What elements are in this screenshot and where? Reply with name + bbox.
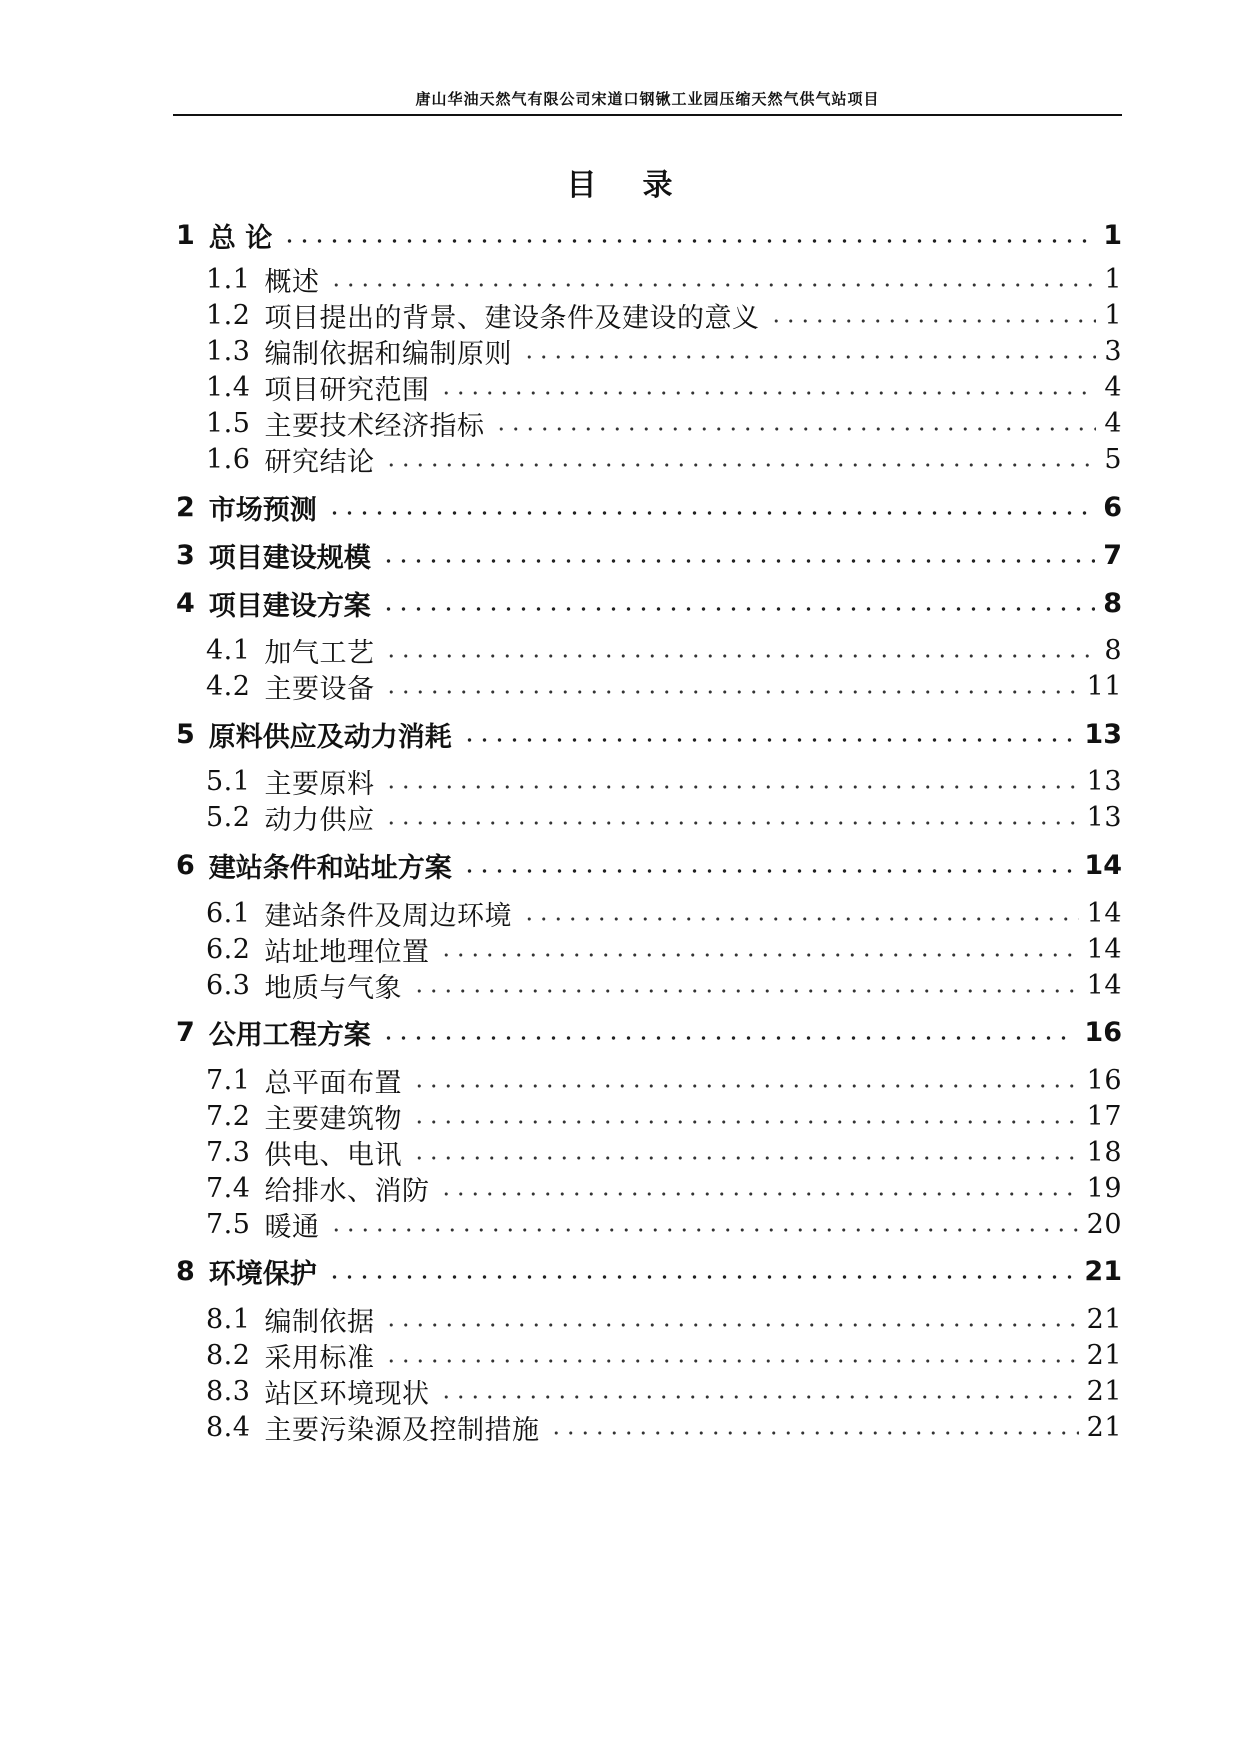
dot-leader: [439, 1395, 1078, 1399]
toc-entry-title: 总 论: [208, 222, 273, 254]
dot-leader: [439, 391, 1096, 395]
toc-entry-title: 主要原料: [264, 768, 375, 800]
dot-leader: [439, 953, 1078, 957]
toc-entry-title: 项目提出的背景、建设条件及建设的意义: [264, 302, 760, 334]
toc-entry-page-number: 1: [1104, 263, 1122, 295]
toc-entry-title: 主要污染源及控制措施: [264, 1414, 540, 1446]
toc-entry-number: 2: [176, 491, 195, 523]
toc-entry-number: 1.5: [206, 407, 251, 439]
toc-entry-page-number: 21: [1086, 1411, 1122, 1443]
toc-section-entry[interactable]: [206, 1335, 1122, 1375]
toc-entry-number: 7: [176, 1016, 195, 1048]
toc-entry-number: 1.2: [206, 299, 251, 331]
toc-entry-number: 4.1: [206, 634, 251, 666]
toc-section-entry[interactable]: [206, 797, 1122, 837]
toc-entry-number: 8.2: [206, 1339, 251, 1371]
toc-chapter-entry[interactable]: [176, 1251, 1122, 1291]
dot-leader: [282, 239, 1095, 243]
toc-section-entry[interactable]: [206, 259, 1122, 299]
toc-title-char-1: 目: [566, 168, 599, 203]
toc-entry-title: 给排水、消防: [264, 1175, 430, 1207]
toc-entry-title: 原料供应及动力消耗: [208, 721, 452, 753]
toc-entry-number: 8: [176, 1255, 195, 1287]
toc-chapter-entry[interactable]: [176, 1012, 1122, 1052]
toc-entry-title: 总平面布置: [264, 1067, 402, 1099]
toc-entry-page-number: 21: [1086, 1339, 1122, 1371]
toc-section-entry[interactable]: [206, 1060, 1122, 1100]
toc-entry-title: 采用标准: [264, 1342, 375, 1374]
toc-entry-title: 站址地理位置: [264, 936, 430, 968]
toc-entry-page-number: 16: [1084, 1016, 1122, 1048]
dot-leader: [412, 1084, 1079, 1088]
dot-leader: [522, 917, 1079, 921]
toc-section-entry[interactable]: [206, 1096, 1122, 1136]
toc-entry-number: 7.5: [206, 1208, 251, 1240]
toc-entry-page-number: 1: [1103, 219, 1122, 251]
toc-entry-title: 市场预测: [208, 494, 317, 526]
toc-entry-number: 6.1: [206, 897, 251, 929]
toc-chapter-entry[interactable]: [176, 845, 1122, 885]
dot-leader: [329, 283, 1096, 287]
dot-leader: [384, 690, 1078, 694]
running-header: 唐山华油天然气有限公司宋道口钢锹工业园压缩天然气供气站项目: [415, 90, 880, 108]
toc-entry-title: 主要建筑物: [264, 1103, 402, 1135]
dot-leader: [327, 511, 1095, 515]
toc-entry-title: 加气工艺: [264, 637, 375, 669]
toc-entry-title: 建站条件及周边环境: [264, 900, 512, 932]
dot-leader: [439, 1192, 1078, 1196]
toc-entry-page-number: 13: [1086, 765, 1122, 797]
toc-entry-number: 5: [176, 718, 195, 750]
toc-entry-title: 建站条件和站址方案: [208, 852, 452, 884]
toc-entry-title: 研究结论: [264, 446, 375, 478]
toc-entry-page-number: 4: [1104, 371, 1122, 403]
toc-entry-title: 概述: [264, 266, 320, 298]
dot-leader: [384, 1323, 1078, 1327]
toc-section-entry[interactable]: [206, 1132, 1122, 1172]
toc-section-entry[interactable]: [206, 367, 1122, 407]
toc-section-entry[interactable]: [206, 893, 1122, 933]
toc-entry-title: 项目建设规模: [208, 542, 371, 574]
toc-chapter-entry[interactable]: [176, 714, 1122, 754]
dot-leader: [522, 355, 1096, 359]
dot-leader: [384, 821, 1078, 825]
dot-leader: [412, 1120, 1079, 1124]
toc-entry-number: 4: [176, 587, 195, 619]
toc-entry-page-number: 16: [1086, 1064, 1122, 1096]
toc-entry-page-number: 8: [1104, 634, 1122, 666]
toc-entry-title: 项目建设方案: [208, 590, 371, 622]
toc-entry-page-number: 21: [1086, 1375, 1122, 1407]
toc-section-entry[interactable]: [206, 1407, 1122, 1447]
toc-entry-number: 3: [176, 539, 195, 571]
toc-entry-number: 1.3: [206, 335, 251, 367]
toc-entry-page-number: 5: [1104, 443, 1122, 475]
toc-entry-title: 公用工程方案: [208, 1019, 371, 1051]
toc-entry-number: 5.2: [206, 801, 251, 833]
dot-leader: [384, 785, 1078, 789]
toc-section-entry[interactable]: [206, 1204, 1122, 1244]
toc-section-entry[interactable]: [206, 403, 1122, 443]
toc-entry-title: 暖通: [264, 1211, 320, 1243]
toc-entry-title: 主要技术经济指标: [264, 410, 485, 442]
toc-section-entry[interactable]: [206, 1299, 1122, 1339]
toc-entry-page-number: 1: [1104, 299, 1122, 331]
toc-chapter-entry[interactable]: [176, 215, 1122, 255]
dot-leader: [381, 559, 1095, 563]
dot-leader: [412, 1156, 1079, 1160]
toc-section-entry[interactable]: [206, 1371, 1122, 1411]
toc-entry-title: 编制依据: [264, 1306, 375, 1338]
dot-leader: [384, 654, 1096, 658]
toc-entry-number: 7.2: [206, 1100, 251, 1132]
toc-section-entry[interactable]: [206, 965, 1122, 1005]
toc-chapter-entry[interactable]: [176, 535, 1122, 575]
toc-entry-title: 项目研究范围: [264, 374, 430, 406]
toc-entry-number: 6: [176, 849, 195, 881]
toc-entry-page-number: 4: [1104, 407, 1122, 439]
toc-entry-page-number: 14: [1086, 969, 1122, 1001]
toc-entry-number: 1.6: [206, 443, 251, 475]
toc-chapter-entry[interactable]: [176, 583, 1122, 623]
toc-section-entry[interactable]: [206, 295, 1122, 335]
toc-entry-page-number: 21: [1086, 1303, 1122, 1335]
dot-leader: [769, 319, 1096, 323]
toc-entry-page-number: 14: [1086, 897, 1122, 929]
dot-leader: [381, 607, 1095, 611]
toc-entry-number: 7.4: [206, 1172, 251, 1204]
toc-section-entry[interactable]: [206, 929, 1122, 969]
toc-entry-number: 1.1: [206, 263, 251, 295]
toc-title-char-2: 录: [642, 168, 675, 203]
toc-entry-page-number: 19: [1086, 1172, 1122, 1204]
dot-leader: [462, 738, 1077, 742]
toc-entry-number: 5.1: [206, 765, 251, 797]
toc-section-entry[interactable]: [206, 666, 1122, 706]
toc-entry-title: 站区环境现状: [264, 1378, 430, 1410]
toc-entry-page-number: 21: [1084, 1255, 1122, 1287]
dot-leader: [384, 1359, 1078, 1363]
toc-entry-page-number: 20: [1086, 1208, 1122, 1240]
dot-leader: [462, 869, 1077, 873]
toc-section-entry[interactable]: [206, 630, 1122, 670]
toc-entry-number: 7.3: [206, 1136, 251, 1168]
toc-entry-page-number: 17: [1086, 1100, 1122, 1132]
dot-leader: [329, 1228, 1078, 1232]
toc-entry-title: 地质与气象: [264, 972, 402, 1004]
toc-entry-title: 主要设备: [264, 673, 375, 705]
toc-entry-number: 7.1: [206, 1064, 251, 1096]
toc-section-entry[interactable]: [206, 761, 1122, 801]
toc-entry-page-number: 7: [1103, 539, 1122, 571]
toc-entry-page-number: 6: [1103, 491, 1122, 523]
toc-entry-page-number: 18: [1086, 1136, 1122, 1168]
toc-section-entry[interactable]: [206, 1168, 1122, 1208]
toc-entry-page-number: 13: [1086, 801, 1122, 833]
toc-entry-number: 4.2: [206, 670, 251, 702]
toc-section-entry[interactable]: [206, 331, 1122, 371]
toc-entry-page-number: 14: [1084, 849, 1122, 881]
toc-chapter-entry[interactable]: [176, 487, 1122, 527]
toc-entry-number: 8.4: [206, 1411, 251, 1443]
toc-entry-number: 8.3: [206, 1375, 251, 1407]
dot-leader: [549, 1431, 1078, 1435]
dot-leader: [384, 463, 1096, 467]
dot-leader: [381, 1036, 1077, 1040]
toc-entry-number: 1: [176, 219, 195, 251]
toc-entry-number: 6.3: [206, 969, 251, 1001]
toc-section-entry[interactable]: [206, 439, 1122, 479]
dot-leader: [327, 1275, 1077, 1279]
toc-entry-page-number: 13: [1084, 718, 1122, 750]
toc-entry-page-number: 8: [1103, 587, 1122, 619]
toc-entry-number: 1.4: [206, 371, 251, 403]
toc-entry-title: 动力供应: [264, 804, 375, 836]
header-rule: [173, 114, 1122, 116]
toc-title: [0, 160, 1241, 204]
toc-entry-page-number: 11: [1086, 670, 1122, 702]
toc-entry-page-number: 14: [1086, 933, 1122, 965]
toc-entry-title: 环境保护: [208, 1258, 317, 1290]
toc-entry-number: 8.1: [206, 1303, 251, 1335]
toc-entry-title: 供电、电讯: [264, 1139, 402, 1171]
dot-leader: [494, 427, 1096, 431]
toc-entry-number: 6.2: [206, 933, 251, 965]
dot-leader: [412, 989, 1079, 993]
toc-entry-page-number: 3: [1104, 335, 1122, 367]
toc-entry-title: 编制依据和编制原则: [264, 338, 512, 370]
